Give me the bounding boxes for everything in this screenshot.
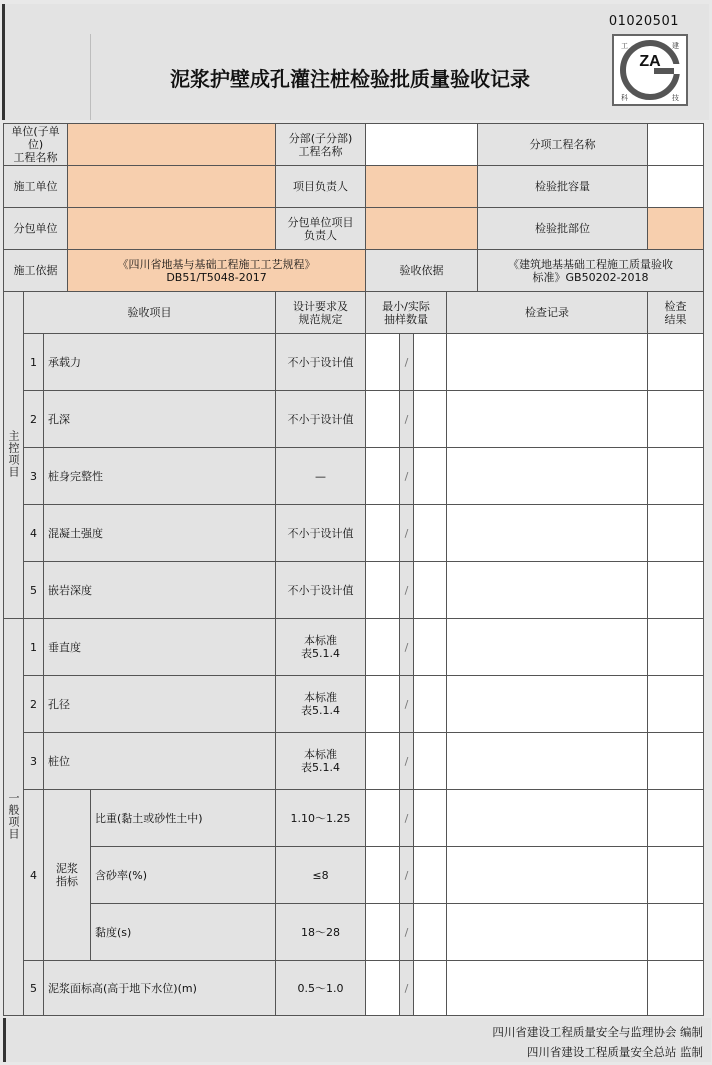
- batch-capacity-field[interactable]: [648, 166, 704, 208]
- item-name: 孔深: [44, 391, 276, 448]
- item-name: 孔径: [44, 676, 276, 733]
- record-field[interactable]: [447, 847, 648, 904]
- sample-slash: /: [400, 562, 414, 619]
- logo-corner-1: 工: [621, 42, 628, 50]
- sample-actual-field[interactable]: [414, 904, 447, 961]
- record-field[interactable]: [447, 904, 648, 961]
- item-no: 1: [24, 334, 44, 391]
- item-no: 3: [24, 448, 44, 505]
- item-name: 黏度(s): [91, 904, 276, 961]
- item-no: 2: [24, 391, 44, 448]
- result-field[interactable]: [648, 790, 704, 847]
- item-no: 5: [24, 562, 44, 619]
- form-footer: [3, 1018, 711, 1062]
- accept-basis-value: 《建筑地基基础工程施工质量验收 标准》GB50202-2018: [478, 250, 704, 292]
- item-name: 泥浆面标高(高于地下水位)(m): [44, 961, 276, 1016]
- item-spec: 1.10～1.25: [276, 790, 366, 847]
- basis-label: 施工依据: [4, 250, 68, 292]
- batch-capacity-label: 检验批容量: [478, 166, 648, 208]
- sample-slash: /: [400, 505, 414, 562]
- contractor-field[interactable]: [68, 166, 276, 208]
- sample-slash: /: [400, 790, 414, 847]
- item-spec: —: [276, 448, 366, 505]
- division-name-field[interactable]: [366, 124, 478, 166]
- sample-min-field[interactable]: [366, 847, 400, 904]
- batch-part-field[interactable]: [648, 208, 704, 250]
- item-no: 4: [24, 505, 44, 562]
- sample-slash: /: [400, 448, 414, 505]
- record-field[interactable]: [447, 334, 648, 391]
- item-name: 承载力: [44, 334, 276, 391]
- sample-slash: /: [400, 961, 414, 1016]
- item-no: 5: [24, 961, 44, 1016]
- item-spec: 本标准 表5.1.4: [276, 619, 366, 676]
- result-field[interactable]: [648, 733, 704, 790]
- pm-label: 项目负责人: [276, 166, 366, 208]
- sample-min-field[interactable]: [366, 562, 400, 619]
- sample-actual-field[interactable]: [414, 961, 447, 1016]
- subcontractor-label: 分包单位: [4, 208, 68, 250]
- record-field[interactable]: [447, 391, 648, 448]
- main-group-cell: [4, 292, 24, 619]
- footer-compiler: 四川省建设工程质量安全与监理协会 编制: [492, 1025, 703, 1039]
- sub-pm-label: 分包单位项目 负责人: [276, 208, 366, 250]
- item-spec: 不小于设计值: [276, 562, 366, 619]
- sample-slash: /: [400, 391, 414, 448]
- sub-pm-field[interactable]: [366, 208, 478, 250]
- record-field[interactable]: [447, 961, 648, 1016]
- unit-name-field[interactable]: [68, 124, 276, 166]
- col-design-header: 设计要求及 规范规定: [276, 292, 366, 334]
- mud-item-no: 4: [24, 790, 44, 961]
- sample-slash: /: [400, 847, 414, 904]
- sample-actual-field[interactable]: [414, 790, 447, 847]
- logo-corner-2: 建: [672, 42, 679, 50]
- item-spec: ≤8: [276, 847, 366, 904]
- record-field[interactable]: [447, 505, 648, 562]
- sample-min-field[interactable]: [366, 733, 400, 790]
- subitem-label: 分项工程名称: [478, 124, 648, 166]
- result-field[interactable]: [648, 505, 704, 562]
- sample-actual-field[interactable]: [414, 334, 447, 391]
- main-group-label: 主控项目: [7, 429, 20, 478]
- sample-actual-field[interactable]: [414, 562, 447, 619]
- record-field[interactable]: [447, 733, 648, 790]
- col-item-header: 验收项目: [24, 292, 276, 334]
- col-record-header: 检查记录: [447, 292, 648, 334]
- logo-corner-3: 科: [621, 94, 628, 102]
- item-spec: 不小于设计值: [276, 505, 366, 562]
- subcontractor-field[interactable]: [68, 208, 276, 250]
- item-name: 混凝土强度: [44, 505, 276, 562]
- sample-slash: /: [400, 904, 414, 961]
- page-title: 泥浆护壁成孔灌注桩检验批质量验收记录: [170, 66, 530, 91]
- sample-slash: /: [400, 733, 414, 790]
- result-field[interactable]: [648, 619, 704, 676]
- result-field[interactable]: [648, 334, 704, 391]
- sample-actual-field[interactable]: [414, 847, 447, 904]
- contractor-label: 施工单位: [4, 166, 68, 208]
- pm-field[interactable]: [366, 166, 478, 208]
- sample-actual-field[interactable]: [414, 448, 447, 505]
- result-field[interactable]: [648, 904, 704, 961]
- footer-supervisor: 四川省建设工程质量安全总站 监制: [526, 1045, 703, 1059]
- result-field[interactable]: [648, 676, 704, 733]
- record-field[interactable]: [447, 790, 648, 847]
- col-result-header: 检查 结果: [648, 292, 704, 334]
- logo-text: ZA: [639, 53, 661, 70]
- sample-min-field[interactable]: [366, 619, 400, 676]
- sample-slash: /: [400, 334, 414, 391]
- result-field[interactable]: [648, 961, 704, 1016]
- general-group-label: 一般项目: [7, 791, 20, 840]
- record-field[interactable]: [447, 619, 648, 676]
- record-field[interactable]: [447, 676, 648, 733]
- record-field[interactable]: [447, 562, 648, 619]
- sample-min-field[interactable]: [366, 505, 400, 562]
- general-group-cell: [4, 619, 24, 1016]
- sample-min-field[interactable]: [366, 448, 400, 505]
- result-field[interactable]: [648, 562, 704, 619]
- sample-actual-field[interactable]: [414, 619, 447, 676]
- sample-min-field[interactable]: [366, 391, 400, 448]
- inspection-table: [3, 123, 704, 1016]
- item-no: 1: [24, 619, 44, 676]
- sample-slash: /: [400, 619, 414, 676]
- sample-actual-field[interactable]: [414, 733, 447, 790]
- mud-group-label: 泥浆 指标: [44, 790, 91, 961]
- item-spec: 不小于设计值: [276, 334, 366, 391]
- item-name: 桩位: [44, 733, 276, 790]
- division-label: 分部(子分部) 工程名称: [276, 124, 366, 166]
- sample-min-field[interactable]: [366, 790, 400, 847]
- item-name: 嵌岩深度: [44, 562, 276, 619]
- record-field[interactable]: [447, 448, 648, 505]
- item-spec: 不小于设计值: [276, 391, 366, 448]
- sample-slash: /: [400, 676, 414, 733]
- item-name: 垂直度: [44, 619, 276, 676]
- accept-basis-label: 验收依据: [366, 250, 478, 292]
- sample-min-field[interactable]: [366, 676, 400, 733]
- item-name: 比重(黏土或砂性土中): [91, 790, 276, 847]
- result-field[interactable]: [648, 391, 704, 448]
- logo-corner-4: 技: [672, 94, 679, 102]
- item-name: 含砂率(%): [91, 847, 276, 904]
- item-spec: 本标准 表5.1.4: [276, 733, 366, 790]
- sample-min-field[interactable]: [366, 961, 400, 1016]
- result-field[interactable]: [648, 448, 704, 505]
- za-logo-icon: [612, 34, 688, 106]
- unit-label: 单位(子单位) 工程名称: [4, 124, 68, 166]
- basis-value: 《四川省地基与基础工程施工工艺规程》 DB51/T5048-2017: [68, 250, 366, 292]
- subitem-name-field[interactable]: [648, 124, 704, 166]
- result-field[interactable]: [648, 847, 704, 904]
- item-name: 桩身完整性: [44, 448, 276, 505]
- item-spec: 本标准 表5.1.4: [276, 676, 366, 733]
- batch-part-label: 检验批部位: [478, 208, 648, 250]
- sample-actual-field[interactable]: [414, 676, 447, 733]
- sample-min-field[interactable]: [366, 334, 400, 391]
- sample-actual-field[interactable]: [414, 391, 447, 448]
- form-code: 01020501: [608, 14, 679, 29]
- item-no: 3: [24, 733, 44, 790]
- sample-actual-field[interactable]: [414, 505, 447, 562]
- item-no: 2: [24, 676, 44, 733]
- item-spec: 0.5～1.0: [276, 961, 366, 1016]
- col-sample-header: 最小/实际 抽样数量: [366, 292, 447, 334]
- sample-min-field[interactable]: [366, 904, 400, 961]
- item-spec: 18～28: [276, 904, 366, 961]
